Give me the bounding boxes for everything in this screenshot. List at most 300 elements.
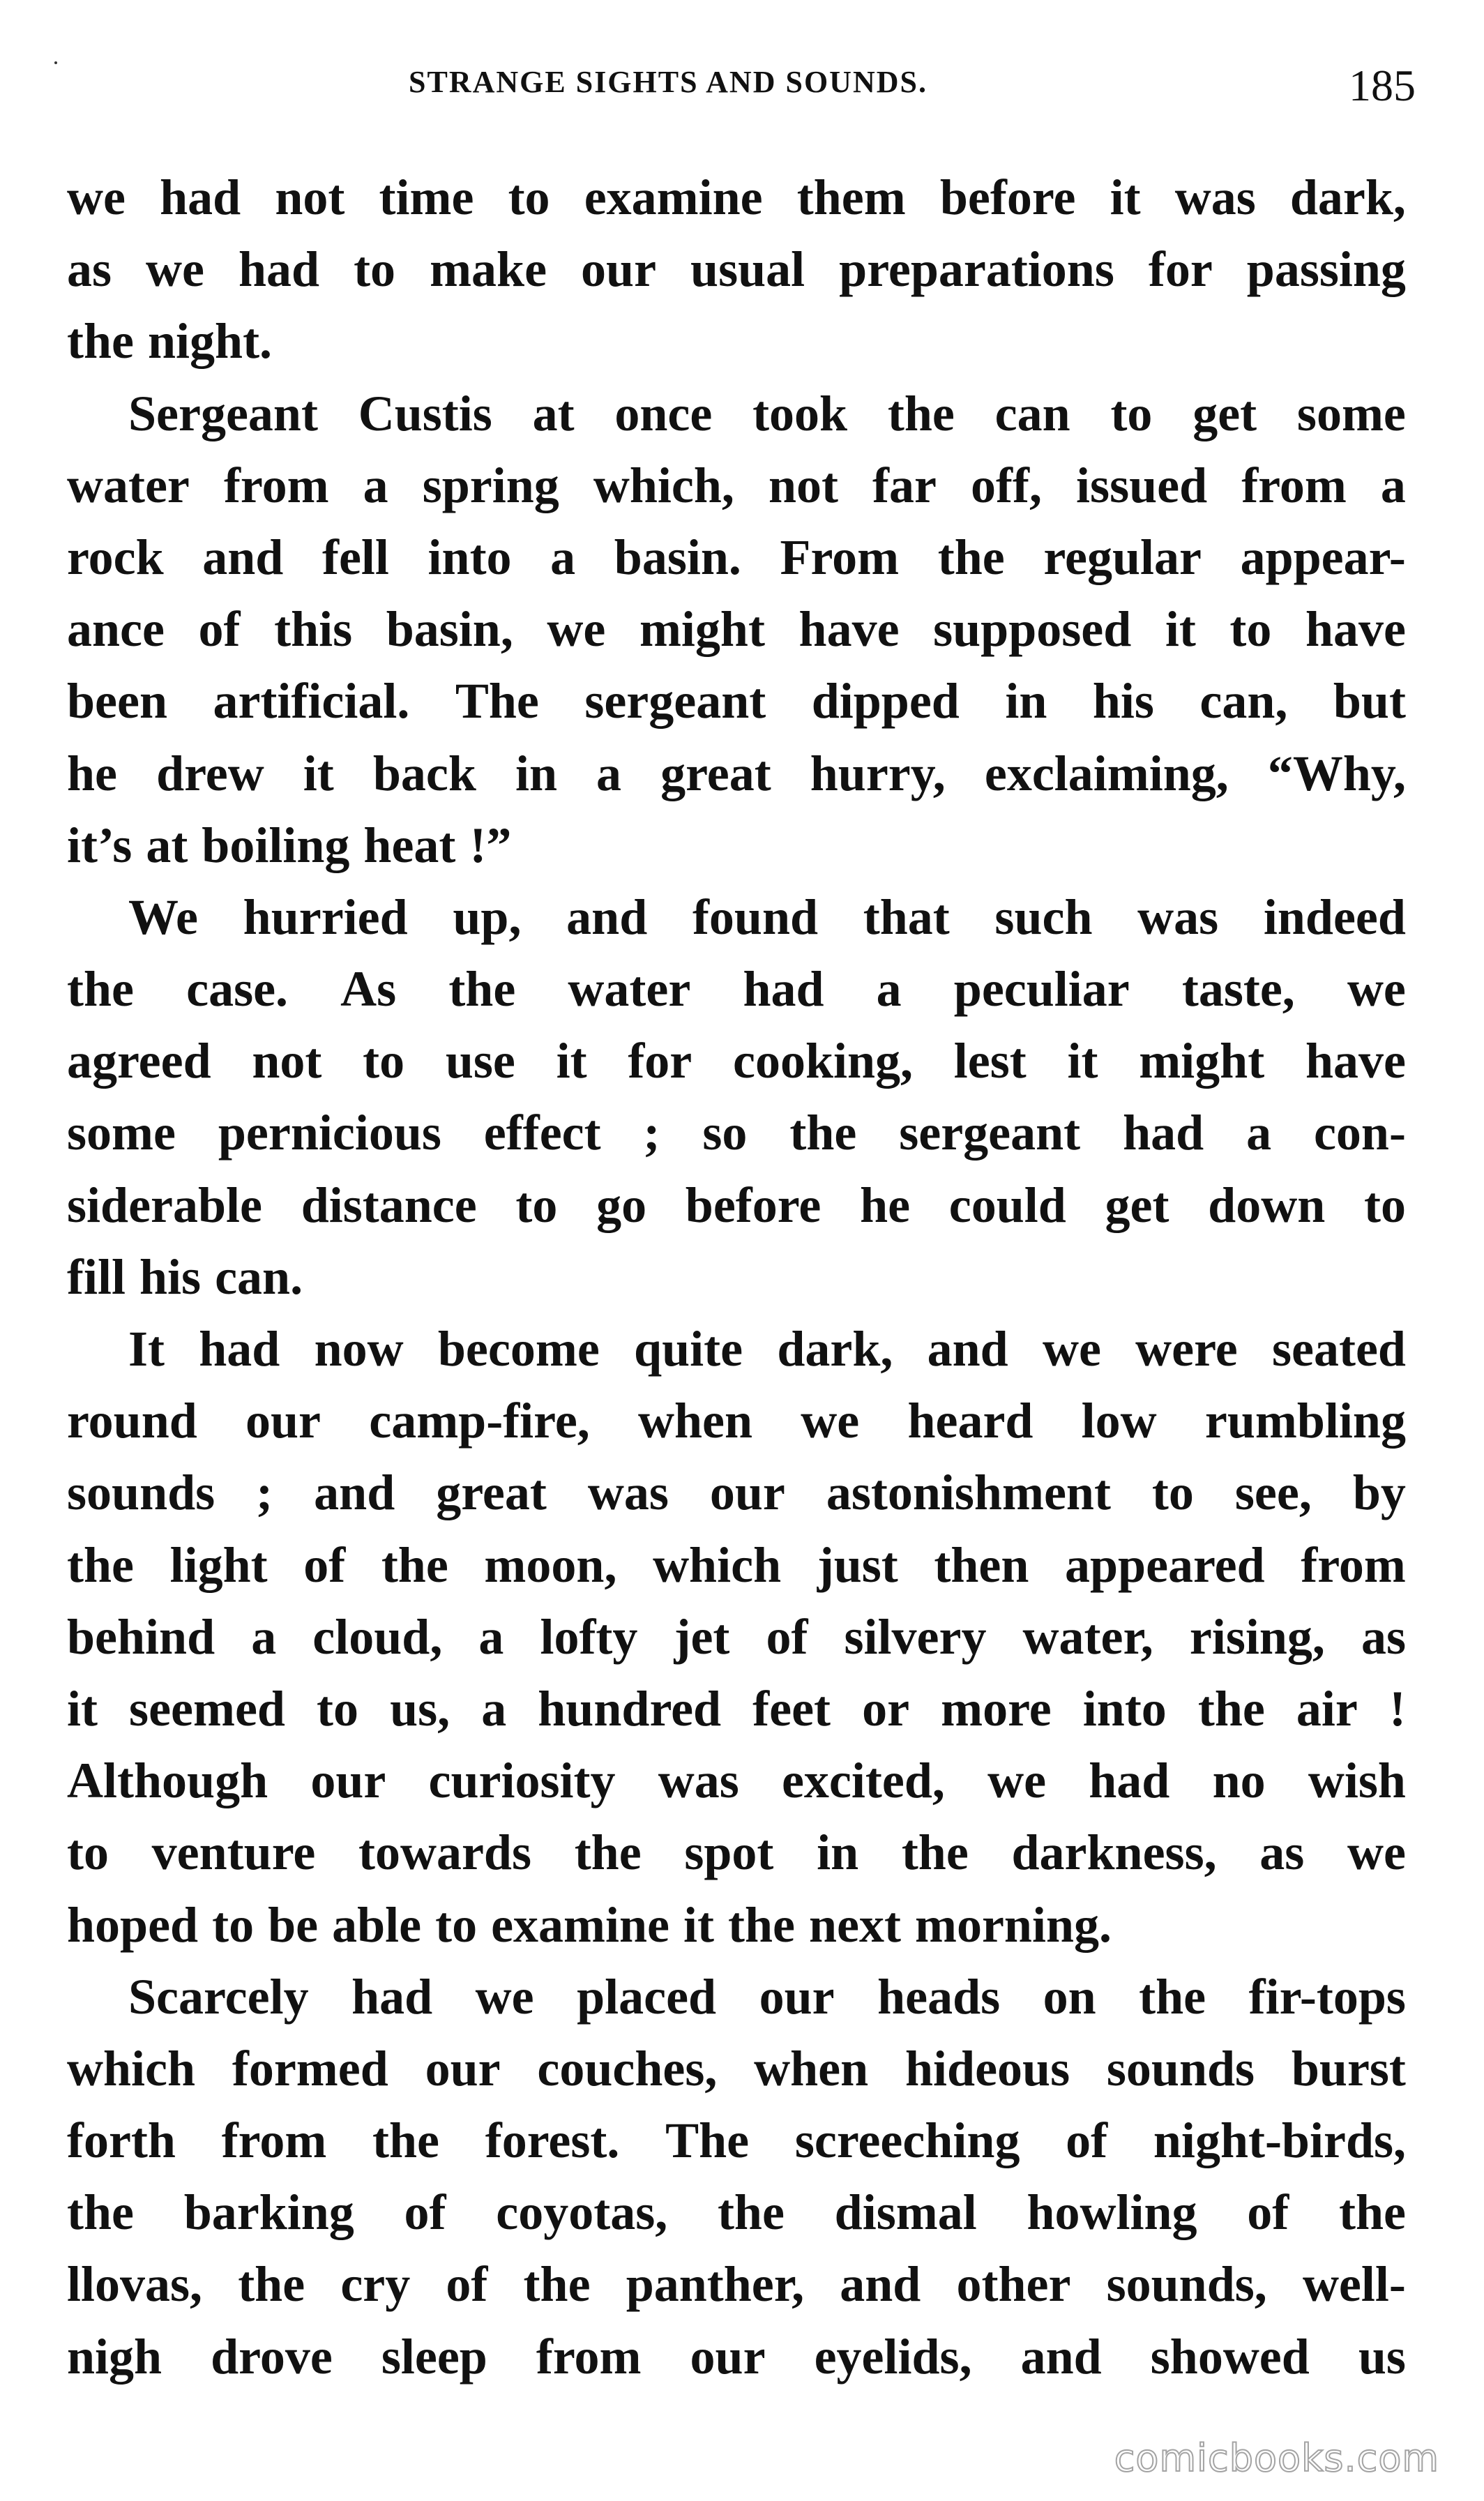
- word: cloud,: [312, 1608, 443, 1665]
- word: issued: [1076, 457, 1208, 513]
- word: howling: [1027, 2184, 1197, 2241]
- text-line: [67, 594, 1406, 665]
- word: down: [1208, 1177, 1326, 1233]
- word: night-birds,: [1153, 2113, 1406, 2169]
- word: it: [1110, 169, 1141, 225]
- word: his: [1092, 673, 1154, 730]
- word: the: [67, 961, 134, 1018]
- word: before: [939, 169, 1076, 225]
- word: quite: [634, 1321, 743, 1377]
- word: sleep: [381, 2328, 487, 2385]
- word: we: [67, 169, 126, 225]
- word: go: [596, 1177, 647, 1233]
- word: the: [372, 2113, 440, 2169]
- word: ;: [256, 1465, 273, 1521]
- text-line: [67, 1817, 1406, 1889]
- word: water: [67, 457, 190, 513]
- word: The: [455, 673, 539, 730]
- word: lest: [953, 1033, 1027, 1089]
- word: our: [425, 2040, 501, 2096]
- word: but: [1333, 673, 1406, 730]
- word: some: [67, 1105, 176, 1161]
- word: up,: [453, 889, 522, 945]
- text-line: [67, 810, 1406, 882]
- word: the: [1197, 1680, 1265, 1737]
- word: jet: [674, 1608, 730, 1665]
- word: preparations: [839, 241, 1114, 298]
- word: sergeant: [899, 1105, 1081, 1161]
- word: examine: [491, 1896, 670, 1953]
- word: round: [67, 1393, 197, 1449]
- word: drove: [211, 2328, 333, 2385]
- word: we: [801, 1393, 860, 1449]
- word: to: [1229, 601, 1272, 658]
- text-line: [67, 1889, 1406, 1961]
- word: next: [808, 1896, 901, 1953]
- word: can.: [215, 1248, 303, 1305]
- text-line: [67, 305, 1406, 377]
- word: llovas,: [67, 2256, 203, 2313]
- word: it: [303, 745, 334, 801]
- word: Although: [67, 1753, 268, 1809]
- word: not: [275, 169, 345, 225]
- word: passing: [1246, 241, 1406, 298]
- word: it: [67, 1680, 98, 1737]
- word: lofty: [540, 1608, 638, 1665]
- word: to: [317, 1680, 359, 1737]
- word: cooking,: [733, 1033, 914, 1089]
- word: some: [1296, 385, 1406, 441]
- word: eyelids,: [814, 2328, 972, 2385]
- word: have: [798, 601, 900, 658]
- word: able: [332, 1896, 422, 1953]
- word: had: [199, 1321, 280, 1377]
- word: our: [759, 1968, 835, 2025]
- word: which: [653, 1536, 782, 1593]
- word: see,: [1234, 1465, 1312, 1521]
- word: make: [430, 241, 547, 298]
- text-line: [67, 1025, 1406, 1097]
- word: great: [436, 1465, 547, 1521]
- word: wish: [1308, 1753, 1406, 1809]
- word: light: [169, 1536, 268, 1593]
- word: into: [1082, 1680, 1167, 1737]
- word: other: [956, 2256, 1071, 2313]
- word: Custis: [358, 385, 492, 441]
- word: hurry,: [810, 745, 946, 801]
- word: sergeant: [584, 673, 766, 730]
- word: ance: [67, 601, 165, 658]
- word: off,: [971, 457, 1042, 513]
- word: that: [863, 889, 950, 945]
- word: the: [67, 2184, 134, 2241]
- word: been: [67, 673, 167, 730]
- word: use: [445, 1033, 515, 1089]
- word: once: [614, 385, 713, 441]
- word: be: [268, 1896, 319, 1953]
- word: taste,: [1181, 961, 1295, 1018]
- word: could: [948, 1177, 1066, 1233]
- word: we: [1347, 961, 1406, 1018]
- word: morning.: [914, 1896, 1112, 1953]
- word: coyotas,: [496, 2184, 668, 2241]
- word: of: [404, 2184, 446, 2241]
- word: spring: [422, 457, 559, 513]
- word: great: [660, 745, 771, 801]
- word: silvery: [844, 1608, 987, 1665]
- word: exclaiming,: [984, 745, 1229, 801]
- text-line: [67, 2249, 1406, 2320]
- word: it: [1067, 1033, 1098, 1089]
- word: “Why,: [1267, 745, 1406, 801]
- word: Sergeant: [128, 385, 318, 441]
- word: fell: [321, 529, 389, 585]
- word: venture: [151, 1824, 316, 1881]
- text-line: [67, 1241, 1406, 1313]
- word: as: [1259, 1824, 1305, 1881]
- word: basin,: [386, 601, 513, 658]
- word: to: [508, 169, 550, 225]
- word: a: [550, 529, 576, 585]
- word: sounds: [1106, 2040, 1255, 2096]
- word: then: [934, 1536, 1029, 1593]
- text-line: [67, 522, 1406, 594]
- word: we: [146, 241, 204, 298]
- word: fill: [67, 1248, 126, 1305]
- word: so: [702, 1105, 748, 1161]
- word: time: [379, 169, 474, 225]
- text-line: [67, 1961, 1406, 2033]
- word: rock: [67, 529, 164, 585]
- word: the: [728, 1896, 795, 1953]
- word: had: [1123, 1105, 1204, 1161]
- word: was: [1137, 889, 1219, 945]
- running-head: STRANGE SIGHTS AND SOUNDS.: [409, 65, 927, 99]
- word: effect: [483, 1105, 601, 1161]
- word: sounds: [67, 1465, 215, 1521]
- word: dark,: [1289, 169, 1406, 225]
- word: this: [274, 601, 353, 658]
- word: as: [67, 241, 112, 298]
- page-header: [67, 60, 1416, 123]
- word: water: [568, 961, 691, 1018]
- word: was: [1174, 169, 1256, 225]
- word: appear-: [1240, 529, 1406, 585]
- word: indeed: [1263, 889, 1406, 945]
- word: siderable: [67, 1177, 262, 1233]
- word: placed: [577, 1968, 717, 2025]
- word: our: [690, 2328, 766, 2385]
- word: forth: [67, 2113, 176, 2169]
- word: regular: [1043, 529, 1202, 585]
- word: and: [927, 1321, 1008, 1377]
- word: not: [252, 1033, 322, 1089]
- word: we: [475, 1968, 534, 2025]
- word: our: [581, 241, 657, 298]
- word: a: [596, 745, 622, 801]
- word: he: [860, 1177, 911, 1233]
- page-number: 185: [1349, 61, 1416, 110]
- word: It: [128, 1321, 165, 1377]
- word: to: [363, 1033, 405, 1089]
- word: heat: [363, 817, 456, 873]
- word: such: [994, 889, 1093, 945]
- word: heard: [907, 1393, 1034, 1449]
- word: in: [515, 745, 557, 801]
- word: hideous: [904, 2040, 1070, 2096]
- word: had: [351, 1968, 433, 2025]
- word: boiling: [202, 817, 350, 873]
- word: Scarcely: [128, 1968, 309, 2025]
- text-line: [67, 450, 1406, 522]
- word: we: [1042, 1321, 1101, 1377]
- word: it: [1165, 601, 1196, 658]
- word: We: [128, 889, 198, 945]
- word: heads: [877, 1968, 1001, 2025]
- text-line: [67, 882, 1406, 953]
- word: to: [1110, 385, 1153, 441]
- word: supposed: [933, 601, 1132, 658]
- word: the: [901, 1824, 969, 1881]
- word: took: [752, 385, 848, 441]
- word: darkness,: [1011, 1824, 1217, 1881]
- word: moon,: [484, 1536, 617, 1593]
- word: rising,: [1189, 1608, 1325, 1665]
- word: get: [1105, 1177, 1169, 1233]
- word: the: [67, 313, 134, 370]
- word: barking: [183, 2184, 354, 2241]
- word: into: [427, 529, 512, 585]
- word: behind: [67, 1608, 215, 1665]
- word: our: [709, 1465, 785, 1521]
- word: appeared: [1064, 1536, 1265, 1593]
- word: and: [566, 889, 648, 945]
- word: which: [67, 2040, 196, 2096]
- word: and: [314, 1465, 395, 1521]
- word: From: [780, 529, 900, 585]
- word: case.: [186, 961, 289, 1018]
- word: of: [446, 2256, 488, 2313]
- word: and: [1020, 2328, 1102, 2385]
- word: of: [1066, 2113, 1108, 2169]
- word: night.: [147, 313, 273, 370]
- word: we: [987, 1753, 1047, 1809]
- word: far: [872, 457, 937, 513]
- word: just: [817, 1536, 898, 1593]
- word: the: [381, 1536, 448, 1593]
- word: had: [160, 169, 241, 225]
- word: it’s: [67, 817, 132, 873]
- word: the: [1139, 1968, 1206, 2025]
- text-line: [67, 953, 1406, 1025]
- word: As: [340, 961, 397, 1018]
- word: distance: [301, 1177, 477, 1233]
- word: become: [437, 1321, 600, 1377]
- word: pernicious: [218, 1105, 441, 1161]
- word: to: [515, 1177, 558, 1233]
- word: have: [1305, 601, 1406, 658]
- word: from: [223, 457, 329, 513]
- word: of: [1247, 2184, 1289, 2241]
- word: curiosity: [428, 1753, 616, 1809]
- word: had: [1089, 1753, 1170, 1809]
- word: artificial.: [213, 673, 410, 730]
- word: air: [1296, 1680, 1358, 1737]
- word: the: [887, 385, 955, 441]
- word: have: [1305, 1033, 1406, 1089]
- word: feet: [752, 1680, 831, 1737]
- word: it: [556, 1033, 587, 1089]
- word: astonishment: [826, 1465, 1111, 1521]
- word: seemed: [129, 1680, 285, 1737]
- word: he: [67, 745, 117, 801]
- word: the: [717, 2184, 785, 2241]
- word: water,: [1022, 1608, 1153, 1665]
- text-line: [67, 2105, 1406, 2177]
- word: a: [363, 457, 388, 513]
- word: a: [1246, 1105, 1272, 1161]
- body-text: [67, 162, 1406, 2393]
- word: at: [532, 385, 575, 441]
- word: at: [146, 817, 188, 873]
- text-line: [67, 1601, 1406, 1673]
- text-line: [67, 665, 1406, 737]
- word: excited,: [781, 1753, 945, 1809]
- word: might: [1139, 1033, 1265, 1089]
- word: on: [1043, 1968, 1096, 2025]
- word: spot: [684, 1824, 774, 1881]
- word: for: [628, 1033, 692, 1089]
- word: in: [817, 1824, 859, 1881]
- text-line: [67, 2033, 1406, 2105]
- word: found: [692, 889, 819, 945]
- word: his: [139, 1248, 202, 1305]
- word: formed: [232, 2040, 388, 2096]
- word: the: [238, 2256, 305, 2313]
- word: a: [1380, 457, 1406, 513]
- text-line: [67, 2321, 1406, 2393]
- word: for: [1148, 241, 1213, 298]
- word: hurried: [243, 889, 408, 945]
- word: were: [1135, 1321, 1238, 1377]
- word: of: [198, 601, 241, 658]
- word: dark,: [777, 1321, 893, 1377]
- word: !”: [469, 817, 512, 873]
- word: us: [1358, 2328, 1406, 2385]
- word: can: [994, 385, 1070, 441]
- word: !: [1388, 1680, 1406, 1737]
- word: a: [876, 961, 902, 1018]
- word: examine: [584, 169, 763, 225]
- word: rumbling: [1204, 1393, 1406, 1449]
- word: dismal: [834, 2184, 977, 2241]
- word: from: [1301, 1536, 1406, 1593]
- word: as: [1361, 1608, 1406, 1665]
- site-watermark: comicbooks.com: [1114, 2436, 1439, 2480]
- word: we: [547, 601, 606, 658]
- stray-ink-mark: [54, 61, 57, 64]
- word: a: [251, 1608, 277, 1665]
- word: not: [768, 457, 838, 513]
- word: hundred: [538, 1680, 722, 1737]
- word: from: [1241, 457, 1347, 513]
- word: us,: [390, 1680, 450, 1737]
- word: was: [658, 1753, 739, 1809]
- text-line: [67, 1529, 1406, 1601]
- text-line: [67, 1313, 1406, 1385]
- text-line: [67, 1385, 1406, 1457]
- word: The: [665, 2113, 750, 2169]
- text-line: [67, 738, 1406, 810]
- word: couches,: [537, 2040, 718, 2096]
- word: when: [638, 1393, 753, 1449]
- word: ;: [643, 1105, 660, 1161]
- word: back: [372, 745, 476, 801]
- word: we: [1347, 1824, 1406, 1881]
- text-line: [67, 1745, 1406, 1817]
- word: the: [789, 1105, 857, 1161]
- word: hoped: [67, 1896, 199, 1953]
- word: the: [1339, 2184, 1406, 2241]
- text-line: [67, 234, 1406, 305]
- word: our: [310, 1753, 386, 1809]
- word: forest.: [485, 2113, 620, 2169]
- word: the: [937, 529, 1005, 585]
- word: our: [245, 1393, 321, 1449]
- word: had: [743, 961, 824, 1018]
- word: a: [478, 1608, 504, 1665]
- word: might: [639, 601, 765, 658]
- word: the: [523, 2256, 591, 2313]
- word: burst: [1291, 2040, 1406, 2096]
- word: and: [202, 529, 284, 585]
- word: no: [1212, 1753, 1266, 1809]
- word: fir-tops: [1248, 1968, 1406, 2025]
- word: get: [1192, 385, 1257, 441]
- word: agreed: [67, 1033, 211, 1089]
- text-line: [67, 1457, 1406, 1529]
- word: screeching: [794, 2113, 1020, 2169]
- word: well-: [1302, 2256, 1406, 2313]
- word: it: [683, 1896, 714, 1953]
- word: a: [481, 1680, 507, 1737]
- word: peculiar: [953, 961, 1130, 1018]
- word: cry: [340, 2256, 411, 2313]
- word: from: [221, 2113, 327, 2169]
- word: camp-fire,: [369, 1393, 590, 1449]
- word: the: [67, 1536, 134, 1593]
- word: seated: [1271, 1321, 1406, 1377]
- word: to: [212, 1896, 255, 1953]
- word: basin.: [614, 529, 741, 585]
- word: con-: [1313, 1105, 1406, 1161]
- word: by: [1352, 1465, 1406, 1521]
- text-line: [67, 1170, 1406, 1241]
- word: to: [1363, 1177, 1406, 1233]
- word: when: [754, 2040, 869, 2096]
- word: towards: [358, 1824, 531, 1881]
- word: of: [766, 1608, 808, 1665]
- word: the: [574, 1824, 642, 1881]
- word: sounds,: [1106, 2256, 1267, 2313]
- word: low: [1081, 1393, 1157, 1449]
- text-line: [67, 378, 1406, 450]
- text-line: [67, 1673, 1406, 1745]
- word: drew: [156, 745, 264, 801]
- word: which,: [593, 457, 734, 513]
- text-line: [67, 162, 1406, 234]
- word: to: [67, 1824, 109, 1881]
